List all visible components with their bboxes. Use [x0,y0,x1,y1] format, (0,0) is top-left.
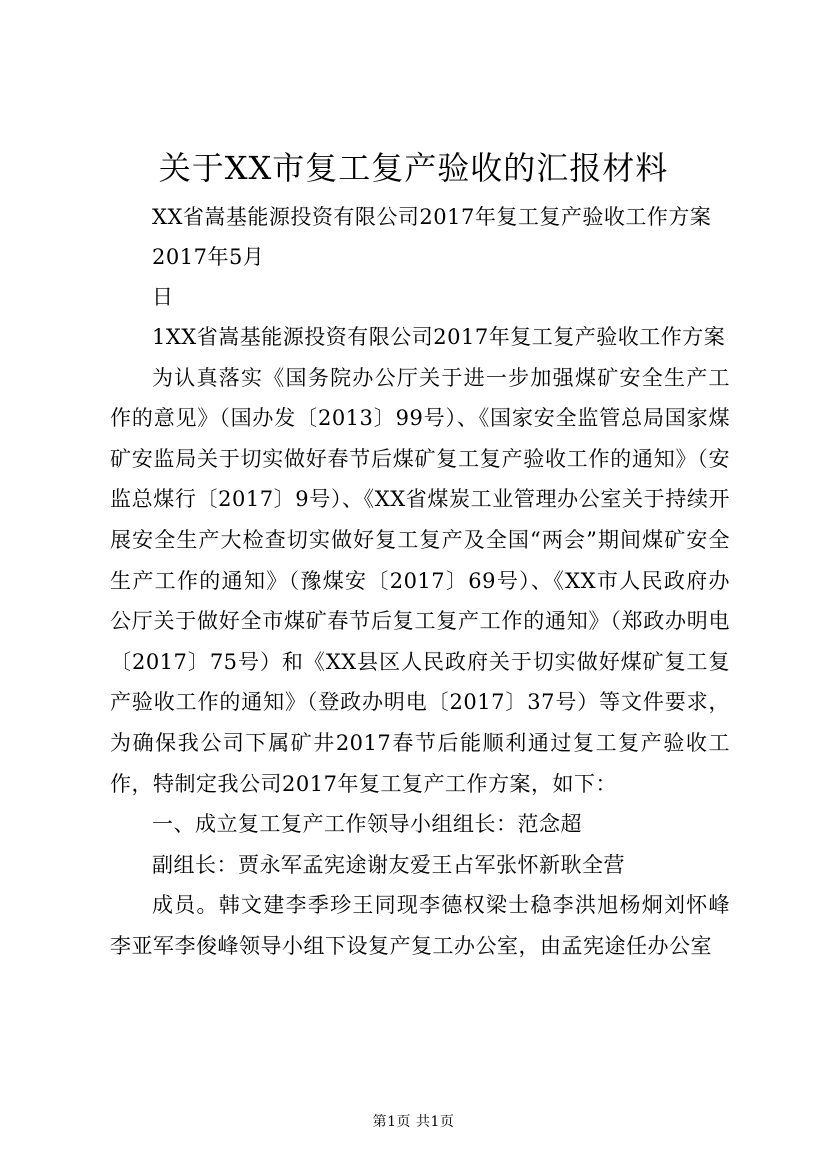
page-footer: 第1页 共1页 [372,1114,455,1130]
deputy-leaders-line: 副组长：贾永军孟宪途谢友爱王占军张怀新耿全营 [152,852,625,877]
members-paragraph: 成员。韩文建李季珍王同现李德权梁士稳李洪旭杨炯刘怀峰李亚军李俊峰领导小组下设复产复工办公室，由孟宪途任办公室 [110,893,730,958]
main-paragraph: 为认真落实《国务院办公厅关于进一步加强煤矿安全生产工作的意见》（国办发〔2013〕99号）、《国家安全监管总局国家煤矿安监局关于切实做好春节后煤矿复工复产验收工作的通知》（安监总煤行〔2017〕9号）、《XX省煤炭工业管理办公室关于持续开展安全生产大检查切实做好复工复产及全国“两会”期间煤矿安全生产工作的通知》（豫煤安〔2017〕69号）、《XX市人民政府办公厅关于做好全市煤矿春节后复工复产工作的通知》（郑政办明电〔2017〕75号）和《XX县区人民政府关于切实做好煤矿复工复产验收工作的通知》（登政办明电〔2017〕37号）等文件要求，为确保我公司下属矿井2017春节后能顺利通过复工复产验收工作，特制定我公司2017年复工复产工作方案，如下： [110,365,730,796]
day-line: 日 [152,285,174,309]
date-line: 2017年5月 [152,245,265,269]
document-body [110,197,730,967]
document-title: 关于XX市复工复产验收的汇报材料 [158,149,669,187]
plan-title-line: XX省嵩基能源投资有限公司2017年复工复产验收工作方案 [152,205,712,229]
section-one-heading: 一、成立复工复产工作领导小组组长：范念超 [152,812,582,837]
plan-title-paragraph: 1XX省嵩基能源投资有限公司2017年复工复产验收工作方案 [152,325,726,349]
